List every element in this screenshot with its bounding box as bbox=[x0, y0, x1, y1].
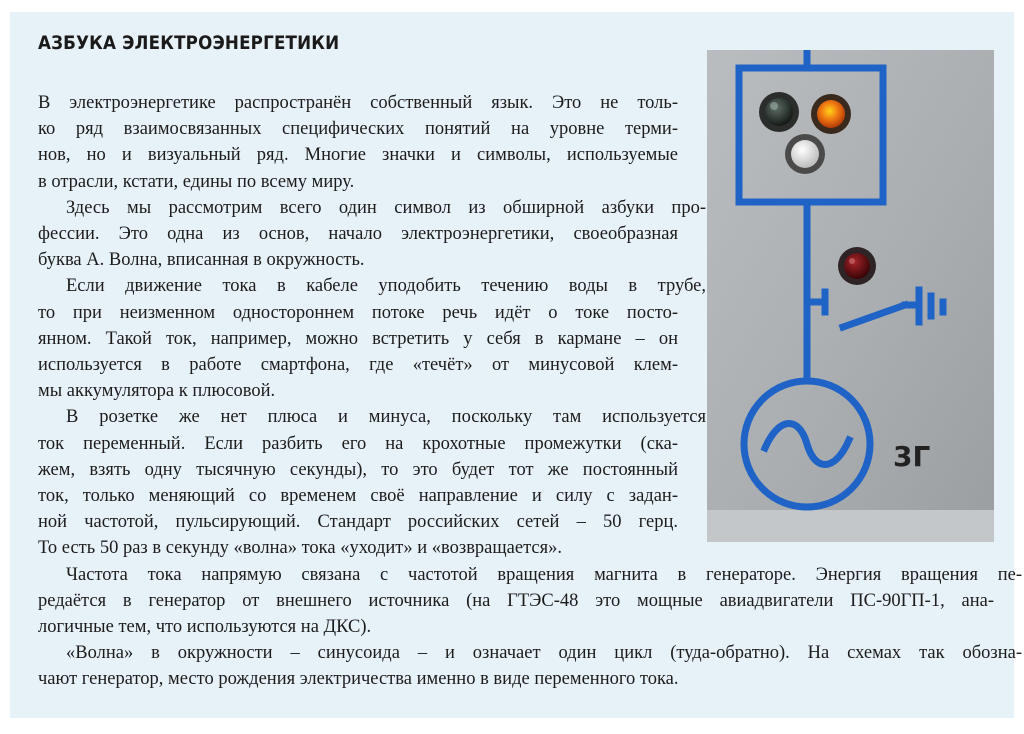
generator-label: 3Г bbox=[893, 440, 931, 473]
text-line: используется в работе смартфона, где «течёт» от минусовой клем- bbox=[38, 355, 678, 376]
article-panel bbox=[10, 12, 1022, 718]
text-line: логичные тем, что используются на ДКС). bbox=[38, 617, 372, 638]
paragraph-5 bbox=[38, 562, 1022, 641]
text-line: нов, но и визуальный ряд. Многие значки и символы, используемые bbox=[38, 145, 678, 166]
text-line: Если движение тока в кабеле уподобить течению воды в трубе, bbox=[66, 276, 706, 297]
text-line: жем, взять одну тысячную секунды), то это будет тот же постоянный bbox=[38, 459, 678, 480]
text-line: мы аккумулятора к плюсовой. bbox=[38, 381, 276, 402]
text-line: ток переменный. Если разбить его на крохотные промежутки (ска- bbox=[38, 433, 678, 454]
text-line: чают генератор, место рождения электричества именно в виде переменного тока. bbox=[38, 669, 679, 690]
text-line: в отрасли, кстати, едины по всему миру. bbox=[38, 171, 355, 192]
panel-diagram-illustration bbox=[707, 50, 994, 542]
text-line: То есть 50 раз в секунду «волна» тока «уходит» и «возвращается». bbox=[38, 538, 562, 559]
lamp-red bbox=[838, 247, 876, 285]
lamp-white bbox=[785, 134, 825, 174]
text-line: то при неизменном одностороннем потоке речь идёт о токе посто- bbox=[38, 302, 678, 323]
lamp-amber bbox=[811, 94, 851, 134]
lamp-green bbox=[759, 92, 799, 132]
text-line: редаётся в генератор от внешнего источника (на ГТЭС-48 это мощные авиадвигатели ПС-90ГП-1, ана- bbox=[38, 590, 994, 611]
generator-panel-photo bbox=[707, 50, 994, 542]
text-line: «Волна» в окружности – синусоида – и означает один цикл (туда-обратно). На схемах так обозна- bbox=[66, 643, 1022, 664]
text-line: фессии. Это одна из основ, начало электроэнергетики, своеобразная bbox=[38, 224, 678, 245]
text-line: Частота тока напрямую связана с частотой вращения магнита в генераторе. Энергия вращения пе- bbox=[66, 564, 1022, 585]
paragraph-6 bbox=[38, 640, 1022, 692]
text-line: ко ряд взаимосвязанных специфических понятий на уровне терми- bbox=[38, 119, 678, 140]
text-line: В розетке же нет плюса и минуса, поскольку там используется bbox=[66, 407, 706, 428]
article-title: АЗБУКА ЭЛЕКТРОЭНЕРГЕТИКИ bbox=[38, 32, 340, 54]
text-line: янном. Такой ток, например, можно встретить у себя в кармане – он bbox=[38, 328, 678, 349]
text-line: Здесь мы рассмотрим всего один символ из обширной азбуки про- bbox=[66, 197, 706, 218]
text-line: буква А. Волна, вписанная в окружность. bbox=[38, 250, 365, 271]
text-line: В электроэнергетике распространён собственный язык. Это не толь- bbox=[38, 93, 678, 113]
text-line: ток, только меняющий со временем своё направление и силу с задан- bbox=[38, 486, 678, 507]
panel-bottom-edge bbox=[707, 510, 994, 542]
text-line: ной частотой, пульсирующий. Стандарт российских сетей – 50 герц. bbox=[38, 512, 678, 533]
